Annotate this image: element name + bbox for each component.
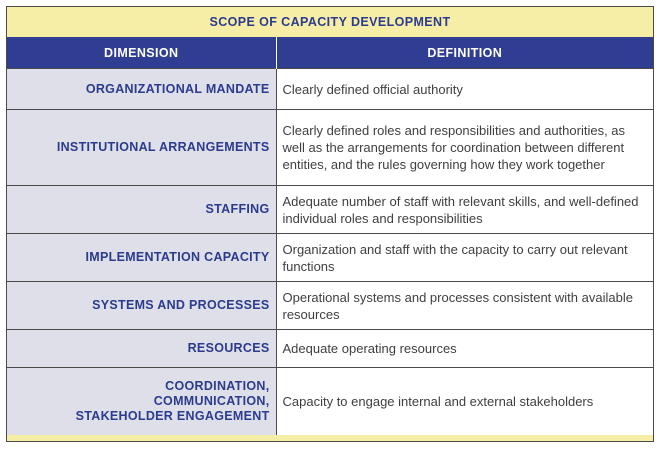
dimension-label: COMMUNICATION, (153, 393, 270, 408)
table-row (7, 282, 653, 330)
table-row (7, 110, 653, 186)
table-row (7, 330, 653, 368)
table-row (7, 69, 653, 110)
dimension-column-header: DIMENSION (7, 37, 276, 69)
dimension-label: ORGANIZATIONAL MANDATE (85, 81, 270, 96)
dimension-cell (7, 330, 276, 368)
dimension-label: INSTITUTIONAL ARRANGEMENTS (56, 140, 270, 154)
dimension-cell (7, 110, 276, 186)
definition-cell: Organization and staff with the capacity to carry out relevant functions (276, 234, 653, 282)
dimension-label: SYSTEMS AND PROCESSES (92, 298, 270, 312)
dimension-cell (7, 186, 276, 234)
definition-cell: Clearly defined roles and responsibilities and authorities, as well as the arrangements for coordination between different entities, and the rules governing how they work together (276, 110, 653, 186)
table-row (7, 234, 653, 282)
table-row (7, 186, 653, 234)
dimension-label: COORDINATION, (165, 378, 270, 393)
dimension-label: IMPLEMENTATION CAPACITY (85, 250, 270, 264)
definition-cell: Adequate number of staff with relevant skills, and well-defined individual roles and responsibilities (276, 186, 653, 234)
dimension-label: STAFFING (205, 202, 270, 216)
dimension-cell (7, 368, 276, 435)
header-row (7, 37, 653, 69)
definition-cell: Clearly defined official authority (276, 69, 653, 110)
definition-cell: Adequate operating resources (276, 330, 653, 368)
table-row (7, 368, 653, 435)
dimension-cell (7, 282, 276, 330)
definition-cell: Operational systems and processes consistent with available resources (276, 282, 653, 330)
definition-cell: Capacity to engage internal and external stakeholders (276, 368, 653, 435)
dimension-label: STAKEHOLDER ENGAGEMENT (75, 408, 270, 423)
dimension-label: RESOURCES (187, 341, 270, 355)
table-title: SCOPE OF CAPACITY DEVELOPMENT (209, 15, 451, 29)
capacity-table-frame (6, 6, 654, 442)
dimension-cell (7, 234, 276, 282)
dimension-cell (7, 69, 276, 110)
definition-column-header: DEFINITION (276, 37, 653, 69)
capacity-table (7, 37, 653, 435)
